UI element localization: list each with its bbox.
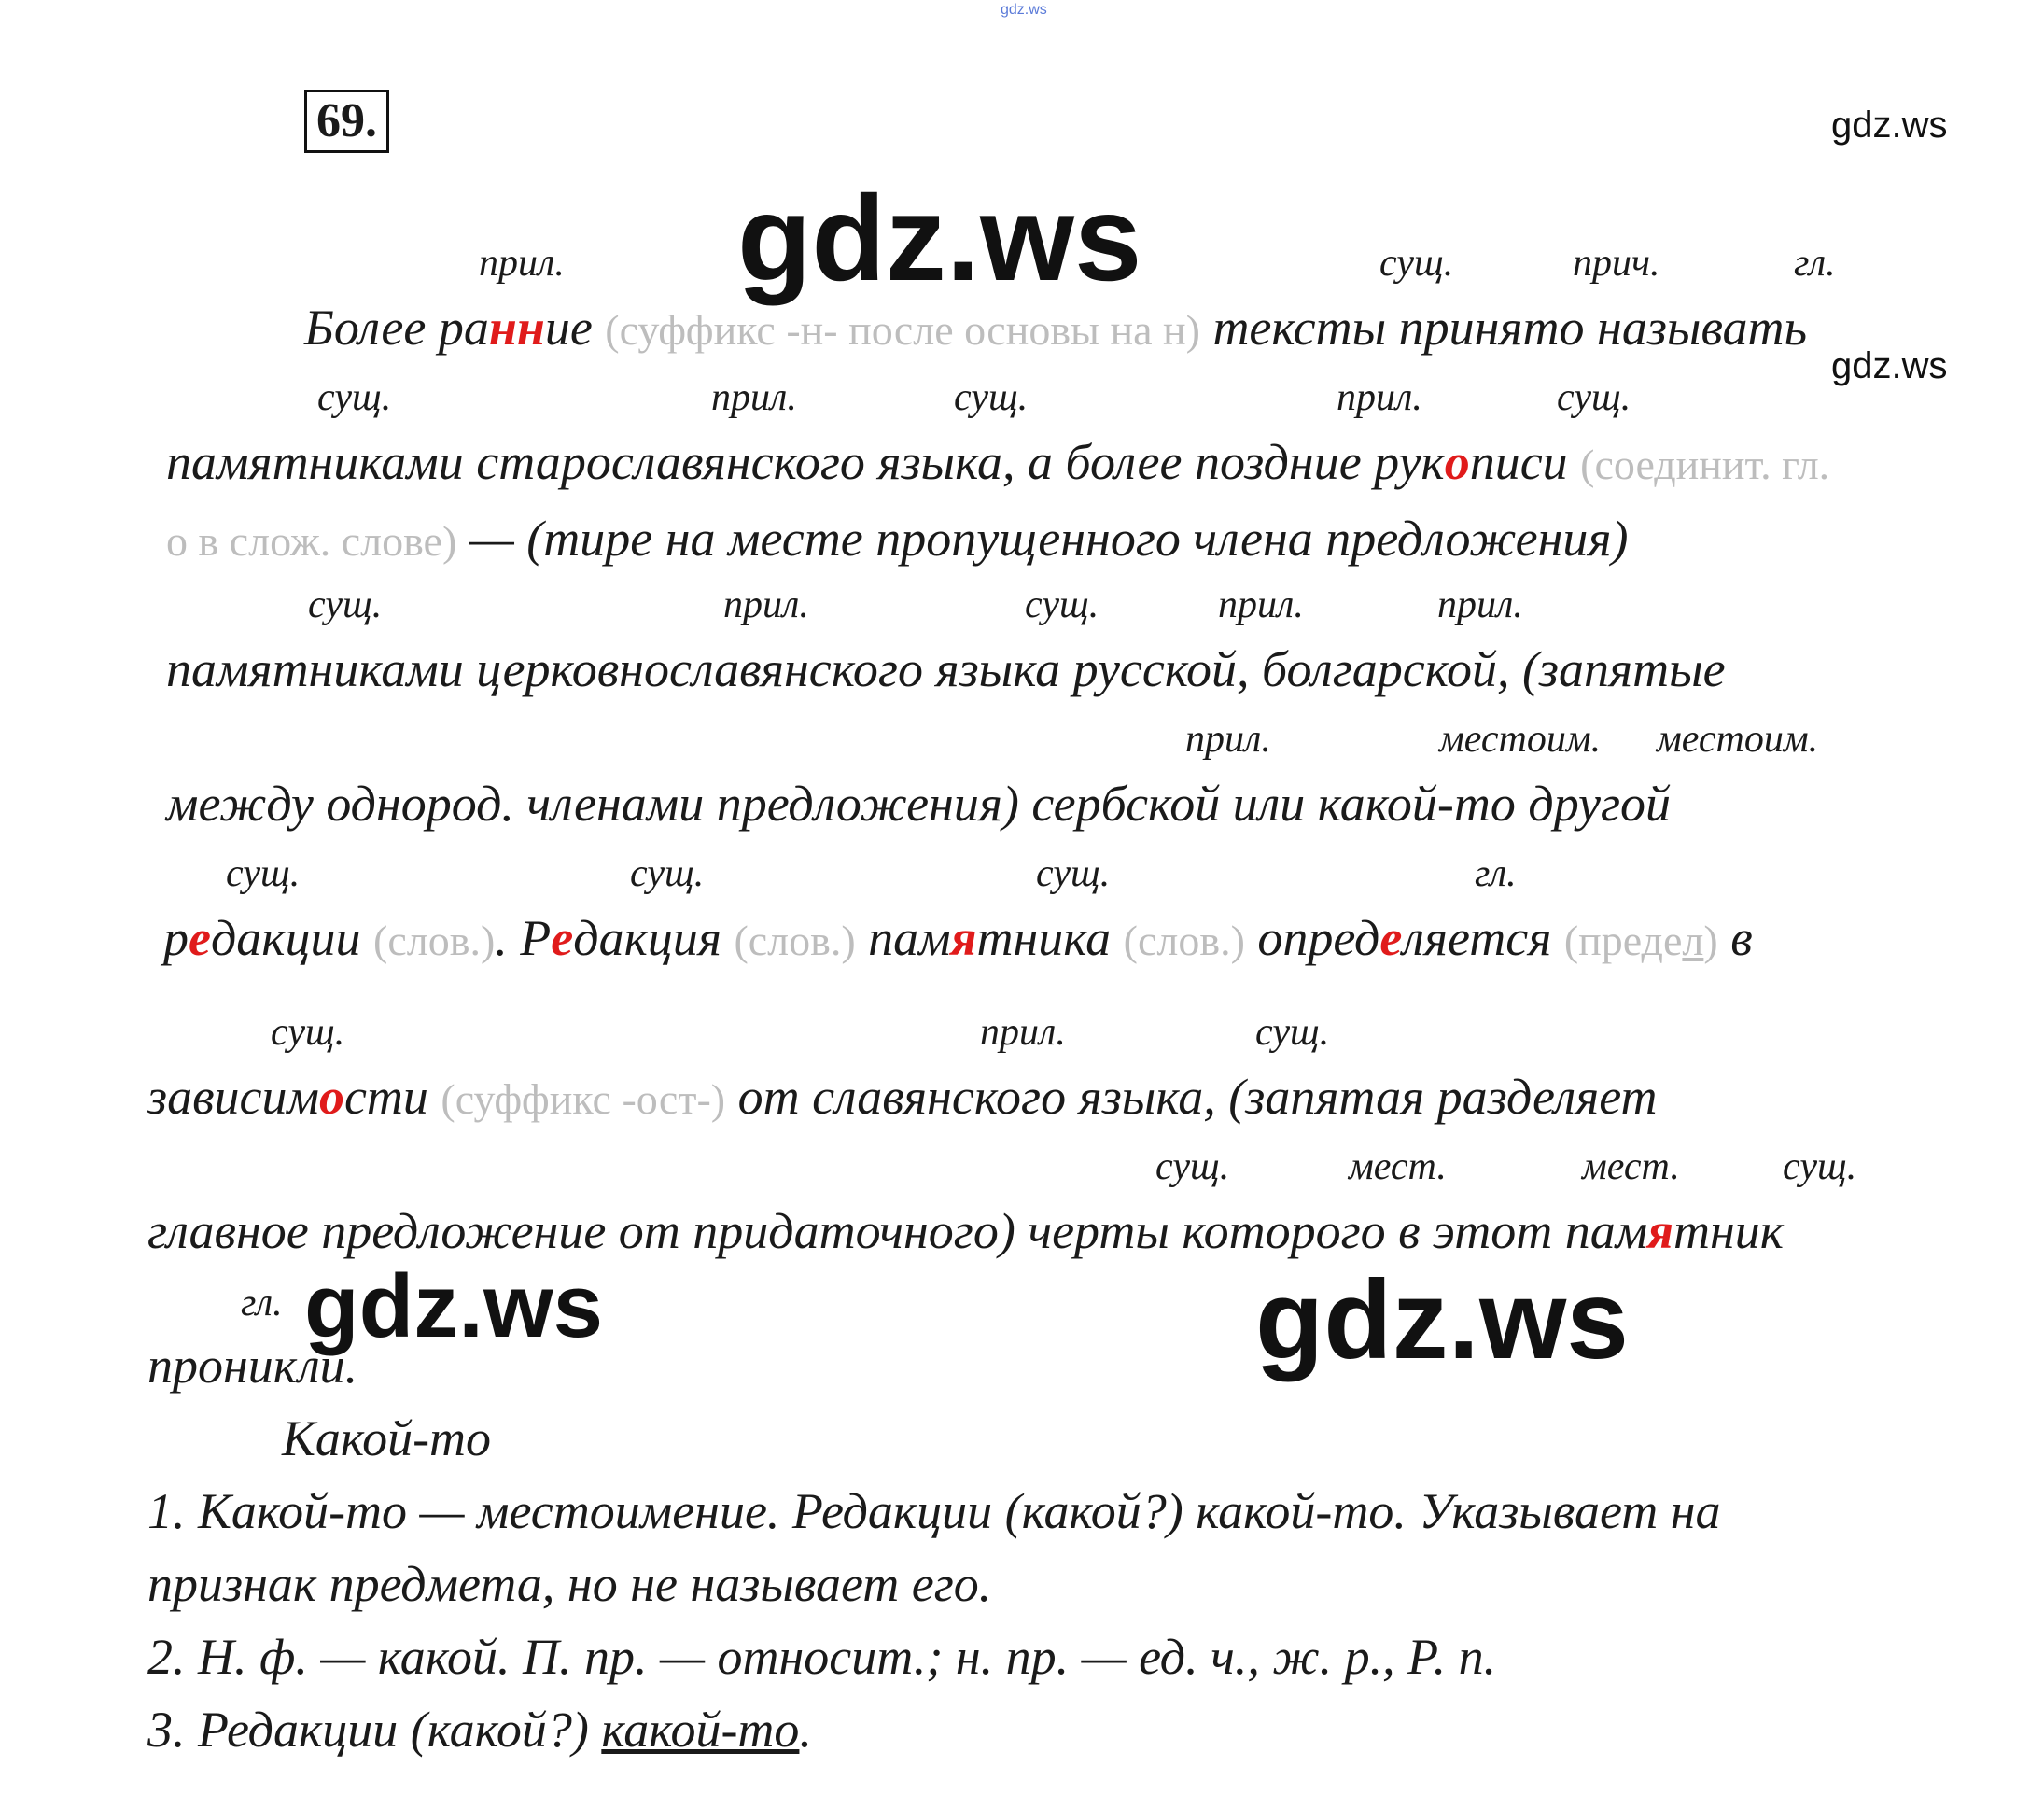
text-line: памятниками старославянского языка, а более поздние рукописи (соединит. гл. <box>166 434 1830 490</box>
pos-label: сущ. <box>630 852 705 895</box>
pos-label: сущ. <box>1557 376 1631 419</box>
pos-label: прил. <box>1185 718 1271 761</box>
pos-label: гл. <box>1794 242 1836 285</box>
analysis-line: 3. Редакции (какой?) какой-то. <box>147 1702 812 1758</box>
text-line: главное предложение от придаточного) черты которого в этот памятник <box>147 1203 1785 1259</box>
text-line: между однород. членами предложения) сербской или какой-то другой <box>166 776 1672 832</box>
pos-label: сущ. <box>1783 1145 1857 1188</box>
pos-label: прил. <box>1437 583 1523 626</box>
pos-label: сущ. <box>1255 1011 1330 1054</box>
pos-label: прил. <box>1337 376 1422 419</box>
pos-label: сущ. <box>954 376 1029 419</box>
pos-label: прил. <box>479 242 565 285</box>
section-heading: Какой-то <box>282 1410 492 1466</box>
text-line: о в слож. слове) — (тире на месте пропущенного члена предложения) <box>166 511 1629 567</box>
text-line: редакции (слов.). Редакция (слов.) памятника (слов.) определяется (предел) в <box>163 910 1753 966</box>
pos-label: сущ. <box>1379 242 1454 285</box>
text-line: проникли. <box>147 1338 358 1394</box>
pos-label: сущ. <box>317 376 392 419</box>
pos-label: сущ. <box>1025 583 1099 626</box>
pos-label: сущ. <box>1155 1145 1230 1188</box>
pos-label: прич. <box>1573 242 1660 285</box>
text-line: памятниками церковнославянского языка русской, болгарской, (запятые <box>166 641 1726 697</box>
pos-label: сущ. <box>308 583 383 626</box>
pos-label: гл. <box>1475 852 1517 895</box>
analysis-line: 1. Какой-то — местоимение. Редакции (какой?) какой-то. Указывает на <box>147 1483 1721 1539</box>
pos-label: местоим. <box>1657 718 1819 761</box>
pos-label: прил. <box>723 583 809 626</box>
watermark: gdz.ws <box>1255 1257 1630 1382</box>
pos-label: прил. <box>1218 583 1304 626</box>
pos-label: сущ. <box>226 852 301 895</box>
pos-label: мест. <box>1349 1145 1447 1188</box>
analysis-line: признак предмета, но не называет его. <box>147 1556 992 1612</box>
pos-label: сущ. <box>1036 852 1111 895</box>
text-line: зависимости (суффикс -ост-) от славянского языка, (запятая разделяет <box>147 1069 1658 1125</box>
pos-label: прил. <box>980 1011 1066 1054</box>
exercise-number: 69. <box>304 90 389 153</box>
pos-label: местоим. <box>1439 718 1602 761</box>
watermark: gdz.ws <box>1831 345 1948 386</box>
pos-label: мест. <box>1582 1145 1680 1188</box>
pos-label: прил. <box>711 376 797 419</box>
pos-label: гл. <box>241 1282 283 1324</box>
watermark: gdz.ws <box>304 1256 604 1356</box>
watermark: gdz.ws <box>1831 105 1948 146</box>
text-line: Более ранние (суффикс -н- после основы на н) тексты принято называть <box>304 300 1808 356</box>
analysis-line: 2. Н. ф. — какой. П. пр. — относит.; н. пр. — ед. ч., ж. р., Р. п. <box>147 1629 1497 1685</box>
pos-label: сущ. <box>271 1011 345 1054</box>
top-tag: gdz.ws <box>1001 2 1047 18</box>
watermark: gdz.ws <box>737 170 1142 306</box>
